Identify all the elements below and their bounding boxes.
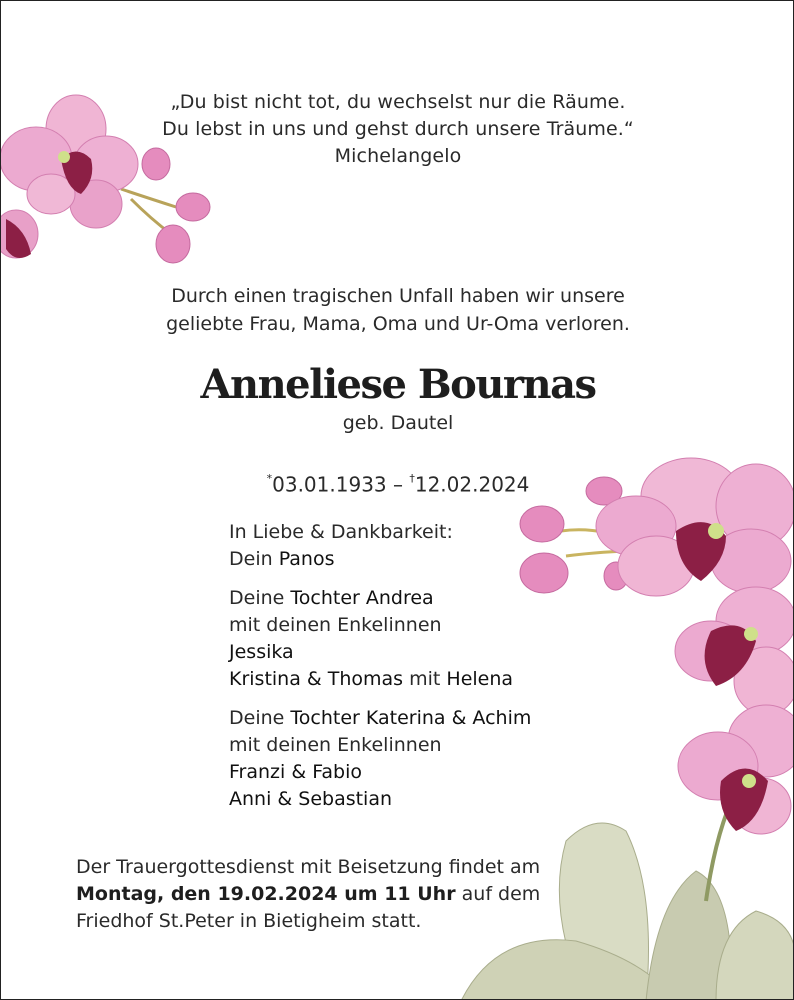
funeral-service-info bbox=[76, 854, 596, 935]
deceased-name: Anneliese Bournas bbox=[200, 361, 596, 408]
grandchild-2-line bbox=[229, 666, 649, 693]
family-spouse bbox=[229, 546, 649, 573]
spouse-prefix: Dein bbox=[229, 548, 279, 570]
quote-line-1: „Du bist nicht tot, du wechselst nur die Räume. bbox=[170, 91, 626, 113]
quote-author: Michelangelo bbox=[334, 145, 462, 167]
grandchild-2-connector: mit bbox=[403, 668, 447, 690]
family-daughter-2 bbox=[229, 705, 649, 732]
daughter-1-name: Tochter Andrea bbox=[290, 587, 434, 609]
grandchild-3: Franzi & Fabio bbox=[229, 761, 362, 783]
daughter-1-prefix: Deine bbox=[229, 587, 291, 609]
quote-block bbox=[1, 89, 794, 170]
grandchildren-intro-1: mit deinen Enkelinnen bbox=[229, 614, 442, 636]
death-symbol: † bbox=[409, 472, 415, 485]
intro-line-2: geliebte Frau, Mama, Oma und Ur-Oma verloren. bbox=[166, 313, 630, 335]
grandchildren-intro-2: mit deinen Enkelinnen bbox=[229, 734, 442, 756]
grandchild-1: Jessika bbox=[229, 641, 294, 663]
service-line-3: Friedhof St.Peter in Bietigheim statt. bbox=[76, 910, 422, 932]
service-line-2-rest: auf dem bbox=[455, 883, 541, 905]
great-grandchild: Helena bbox=[446, 668, 514, 690]
service-line-2 bbox=[76, 881, 596, 908]
daughter-2-name: Tochter Katerina & Achim bbox=[290, 707, 532, 729]
quote-line-2: Du lebst in uns und gehst durch unsere Träume.“ bbox=[162, 118, 634, 140]
family-list bbox=[229, 519, 649, 813]
birth-name: geb. Dautel bbox=[342, 412, 454, 434]
spouse-name: Panos bbox=[278, 548, 335, 570]
grandchild-4: Anni & Sebastian bbox=[229, 788, 393, 810]
life-dates bbox=[1, 467, 794, 499]
birth-date: 03.01.1933 – bbox=[272, 472, 410, 497]
intro-line-1: Durch einen tragischen Unfall haben wir unsere bbox=[171, 285, 625, 307]
intro-text bbox=[1, 282, 794, 338]
service-date-time: Montag, den 19.02.2024 um 11 Uhr bbox=[76, 883, 456, 905]
family-heading: In Liebe & Dankbarkeit: bbox=[229, 521, 453, 543]
birth-symbol: * bbox=[266, 472, 273, 485]
grandchild-2: Kristina & Thomas bbox=[229, 668, 404, 690]
service-line-1: Der Trauergottesdienst mit Beisetzung findet am bbox=[76, 856, 541, 878]
family-daughter-1 bbox=[229, 585, 649, 612]
daughter-2-prefix: Deine bbox=[229, 707, 291, 729]
death-date: 12.02.2024 bbox=[414, 472, 530, 497]
